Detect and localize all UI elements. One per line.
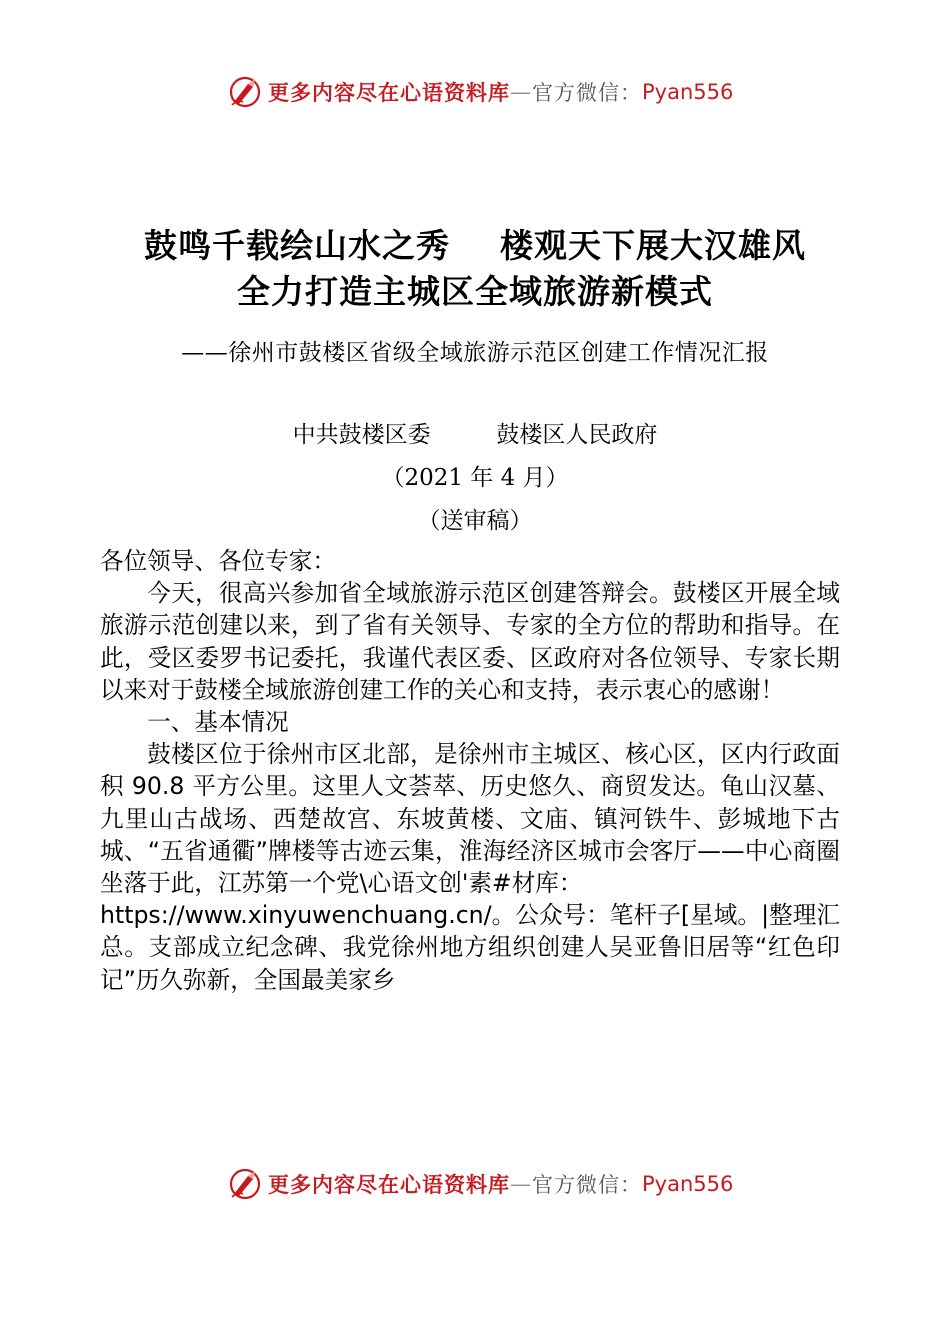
document-title-line-1: 鼓鸣千载绘山水之秀 楼观天下展大汉雄风 (144, 226, 806, 265)
document-draft-note: （送审稿） (417, 508, 533, 534)
watermark-wechat-id: Pyan556 (642, 1172, 734, 1196)
watermark-wechat-label: 官方微信： (532, 81, 642, 105)
pen-logo-icon (228, 1167, 262, 1201)
header-watermark-banner (228, 74, 733, 110)
watermark-main-text: 更多内容尽在心语资料库 (268, 1172, 510, 1197)
pen-logo-icon (228, 75, 262, 109)
paragraph-basic-info: 鼓楼区位于徐州市区北部，是徐州市主城区、核心区，区内行政面积 90.8 平方公里。这里人文荟萃、历史悠久、商贸发达。龟山汉墓、九里山古战场、西楚故宫、东坡黄楼、文庙、镇河铁牛、彭城地下古城、“五省通衢”牌楼等古迹云集，淮海经济区城市会客厅——中心商圈坐落于此，江苏第一个党\心语文创'素#材库： (100, 740, 840, 898)
watermark-wechat-label: 官方微信： (532, 1173, 642, 1197)
document-authors: 中共鼓楼区委 鼓楼区人民政府 (292, 422, 658, 448)
watermark-separator: — (510, 80, 532, 104)
document-body (100, 545, 840, 996)
paragraph-basic-info-continued: https://www.xinyuwenchuang.cn/。公众号：笔杆子[星域。|整理汇总。支部成立纪念碑、我党徐州地方组织创建人吴亚鲁旧居等“红色印记”历久弥新，全国最美家乡 (100, 901, 840, 994)
footer-watermark-banner (228, 1166, 733, 1202)
watermark-wechat-id: Pyan556 (642, 80, 734, 104)
paragraph-opening: 今天，很高兴参加省全域旅游示范区创建答辩会。鼓楼区开展全域旅游示范创建以来，到了省有关领导、专家的全方位的帮助和指导。在此，受区委罗书记委托，我谨代表区委、区政府对各位领导、专家长期以来对于鼓楼全域旅游创建工作的关心和支持，表示衷心的感谢！ (100, 579, 840, 704)
document-date: （2021 年 4 月） (381, 465, 569, 491)
document-subtitle: ——徐州市鼓楼区省级全域旅游示范区创建工作情况汇报 (181, 340, 769, 366)
salutation: 各位领导、各位专家： (100, 547, 336, 575)
watermark-main-text: 更多内容尽在心语资料库 (268, 80, 510, 105)
watermark-separator: — (510, 1172, 532, 1196)
section-heading-basic-info: 一、基本情况 (147, 708, 289, 737)
document-title-line-2: 全力打造主城区全域旅游新模式 (237, 272, 713, 311)
